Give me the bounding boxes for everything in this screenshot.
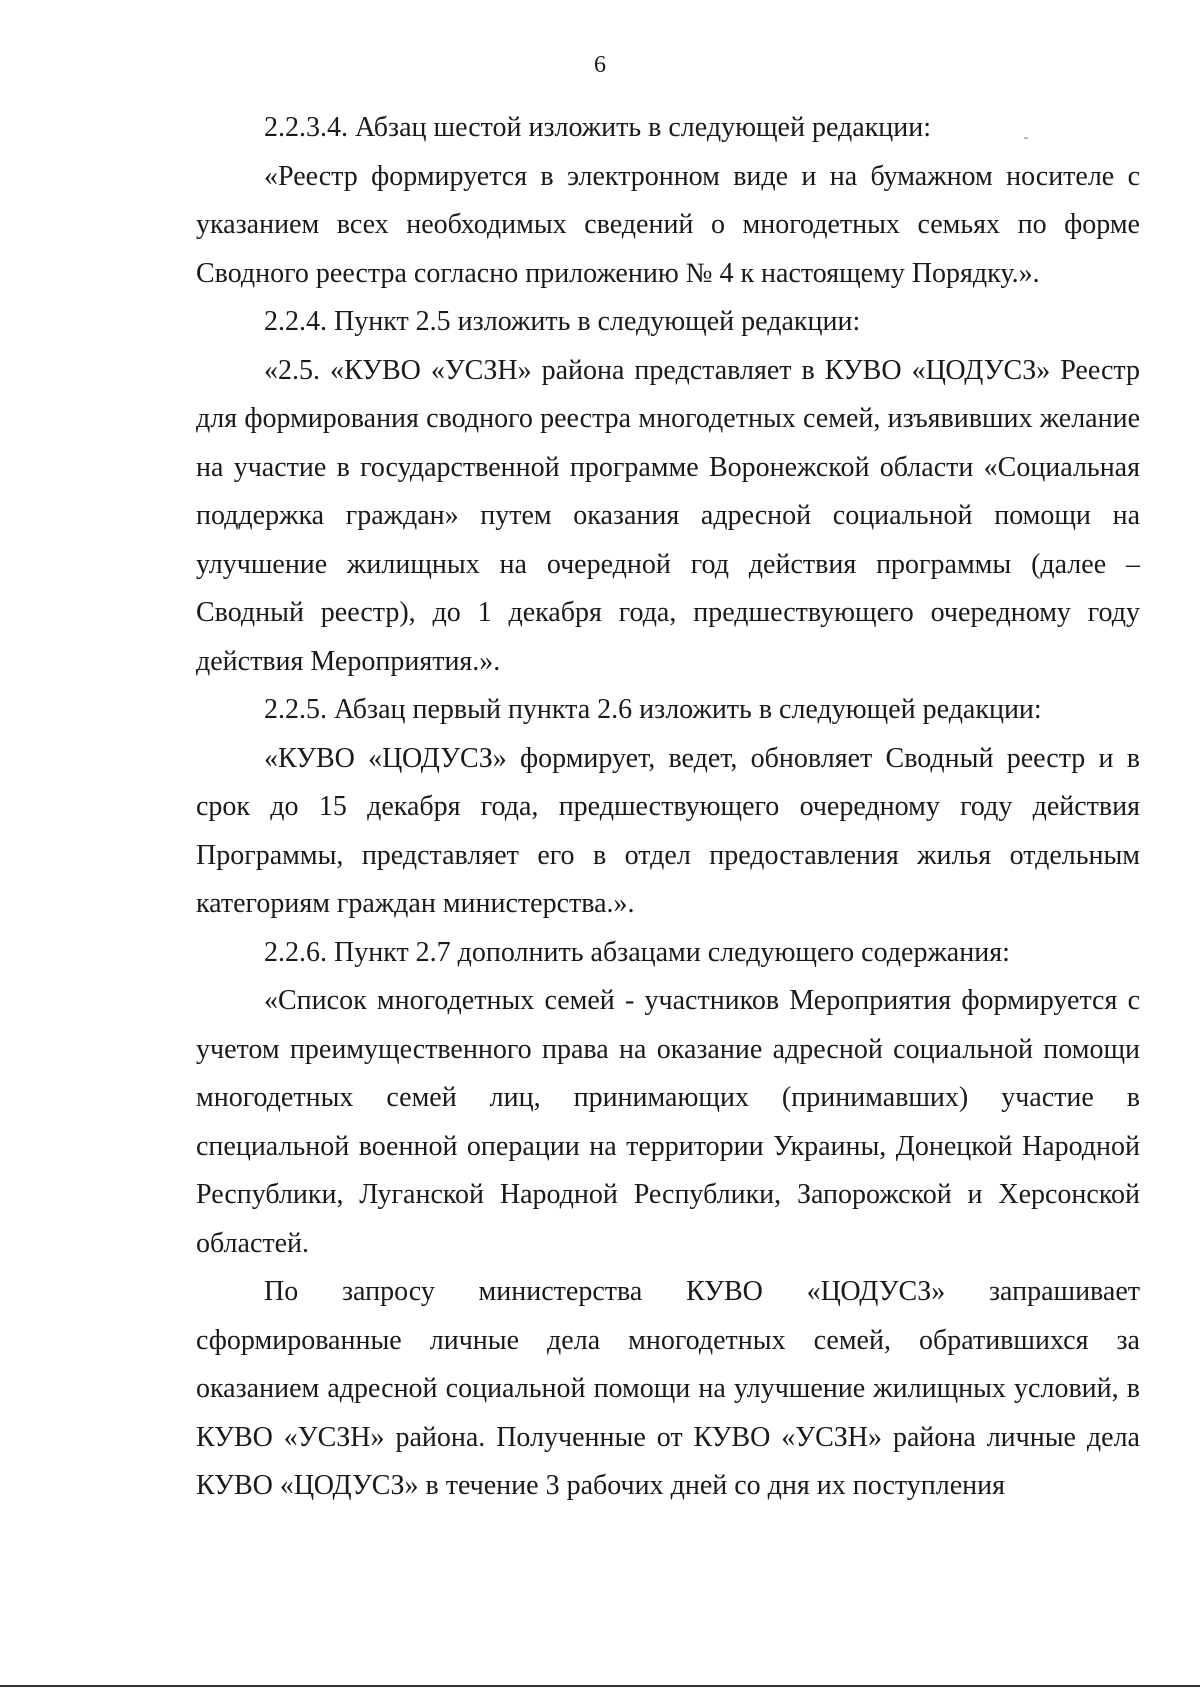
paragraph-2-2-4-heading: 2.2.4. Пункт 2.5 изложить в следующей редакции: [264,306,861,337]
paragraph-2-2-5-heading: 2.2.5. Абзац первый пункта 2.6 изложить в следующей редакции: [264,694,1042,725]
paragraph-2-2-6-heading: 2.2.6. Пункт 2.7 дополнить абзацами следующего содержания: [264,936,1010,968]
paragraph-registry-form: «Реестр формируется в электронном виде и на бумажном носителе с указанием всех необходимых сведений о многодетных семьях по форме Сводного реестра согласно приложению № 4 к настоящему Порядку.». [196,160,1140,289]
document-body [196,104,1140,1511]
page-number: 6 [594,52,606,78]
page-bottom-edge [0,1685,1200,1687]
paragraph-2-5-text: «2.5. «КУВО «УСЗН» района представляет в КУВО «ЦОДУСЗ» Реестр для формирования сводного реестра многодетных семей, изъявивших желание на участие в государственной программе Воронежской области «Социальная поддержка граждан» путем оказания адресной социальной помощи на улучшение жилищных на очередной год действия программы (далее – Сводный реестр), до 1 декабря года, предшествующего очередному году действия Мероприятия.». [196,354,1140,677]
paragraph-2-6-text: «КУВО «ЦОДУСЗ» формирует, ведет, обновляет Сводный реестр и в срок до 15 декабря года, предшествующего очередному году действия Программы, представляет его в отдел предоставления жилья отдельным категориям граждан министерства.». [196,742,1140,919]
paragraph-2-2-3-4-heading: 2.2.3.4. Абзац шестой изложить в следующей редакции: [264,112,932,143]
paragraph-ministry-request: По запросу министерства КУВО «ЦОДУСЗ» запрашивает сформированные личные дела многодетных семей, обратившихся за оказанием адресной социальной помощи на улучшение жилищных условий, в КУВО «УСЗН» района. Полученные от КУВО «УСЗН» района личные дела КУВО «ЦОДУСЗ» в течение 3 рабочих дней со дня их поступления [196,1276,1140,1501]
paragraph-family-list: «Список многодетных семей - участников Мероприятия формируется с учетом преимущественного права на оказание адресной социальной помощи многодетных семей лиц, принимающих (принимавших) участие в специальной военной операции на территории Украины, Донецкой Народной Республики, Луганской Народной Республики, Запорожской и Херсонской областей. [196,985,1140,1259]
